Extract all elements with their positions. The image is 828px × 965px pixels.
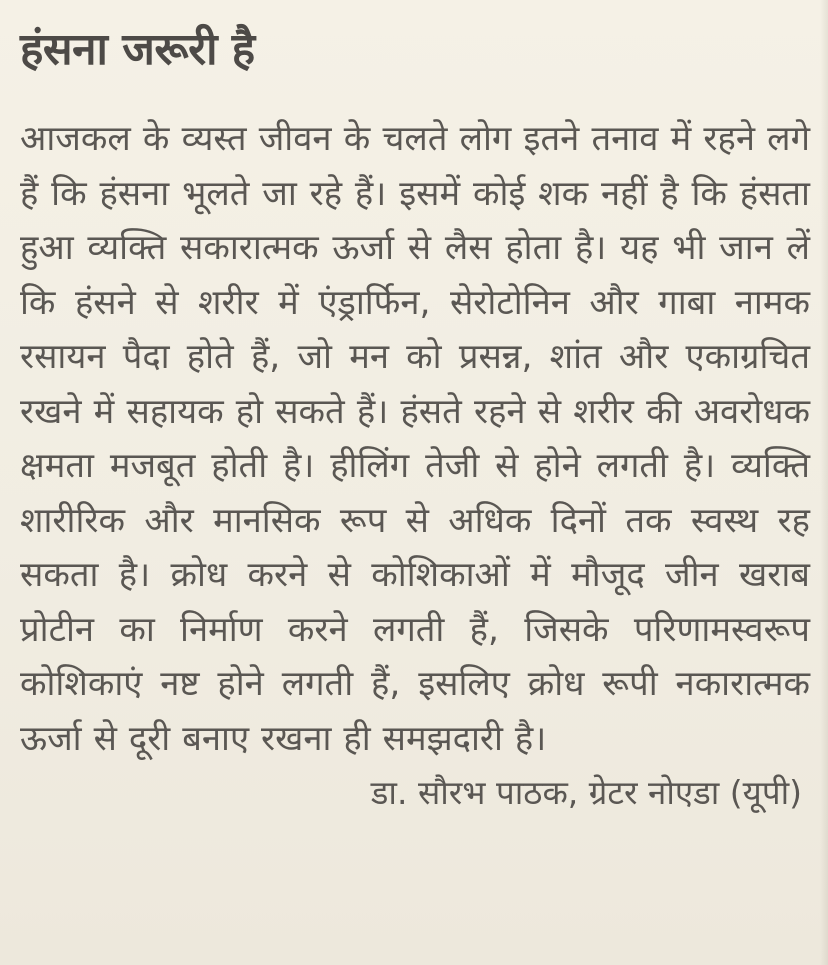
article-body: आजकल के व्यस्त जीवन के चलते लोग इतने तनाव में रहने लगे हैं कि हंसना भूलते जा रहे हैं। इसमें कोई शक नहीं है कि हंसता हुआ व्यक्ति सकारात्मक ऊर्जा से लैस होता है। यह भी जान लें कि हंसने से शरीर में एंड्रार्फिन, सेरोटोनिन और गाबा नामक रसायन पैदा होते हैं, जो मन को प्रसन्न, शांत और एकाग्रचित रखने में सहायक हो सकते हैं। हंसते रहने से शरीर की अवरोधक क्षमता मजबूत होती है। हीलिंग तेजी से होने लगती है। व्यक्ति शारीरिक और मानसिक रूप से अधिक दिनों तक स्वस्थ रह सकता है। क्रोध करने से कोशिकाओं में मौजूद जीन खराब प्रोटीन का निर्माण करने लगती हैं, जिसके परिणामस्वरूप कोशिकाएं नष्ट होने लगती हैं, इसलिए क्रोध रूपी नकारात्मक ऊर्जा से दूरी बनाए रखना ही समझदारी है।	[20, 119, 810, 759]
article-headline: हंसना जरूरी है	[20, 24, 255, 75]
article-byline: डा. सौरभ पाठक, ग्रेटर नोएडा (यूपी)	[370, 773, 802, 812]
page-edge-shadow	[820, 0, 828, 965]
